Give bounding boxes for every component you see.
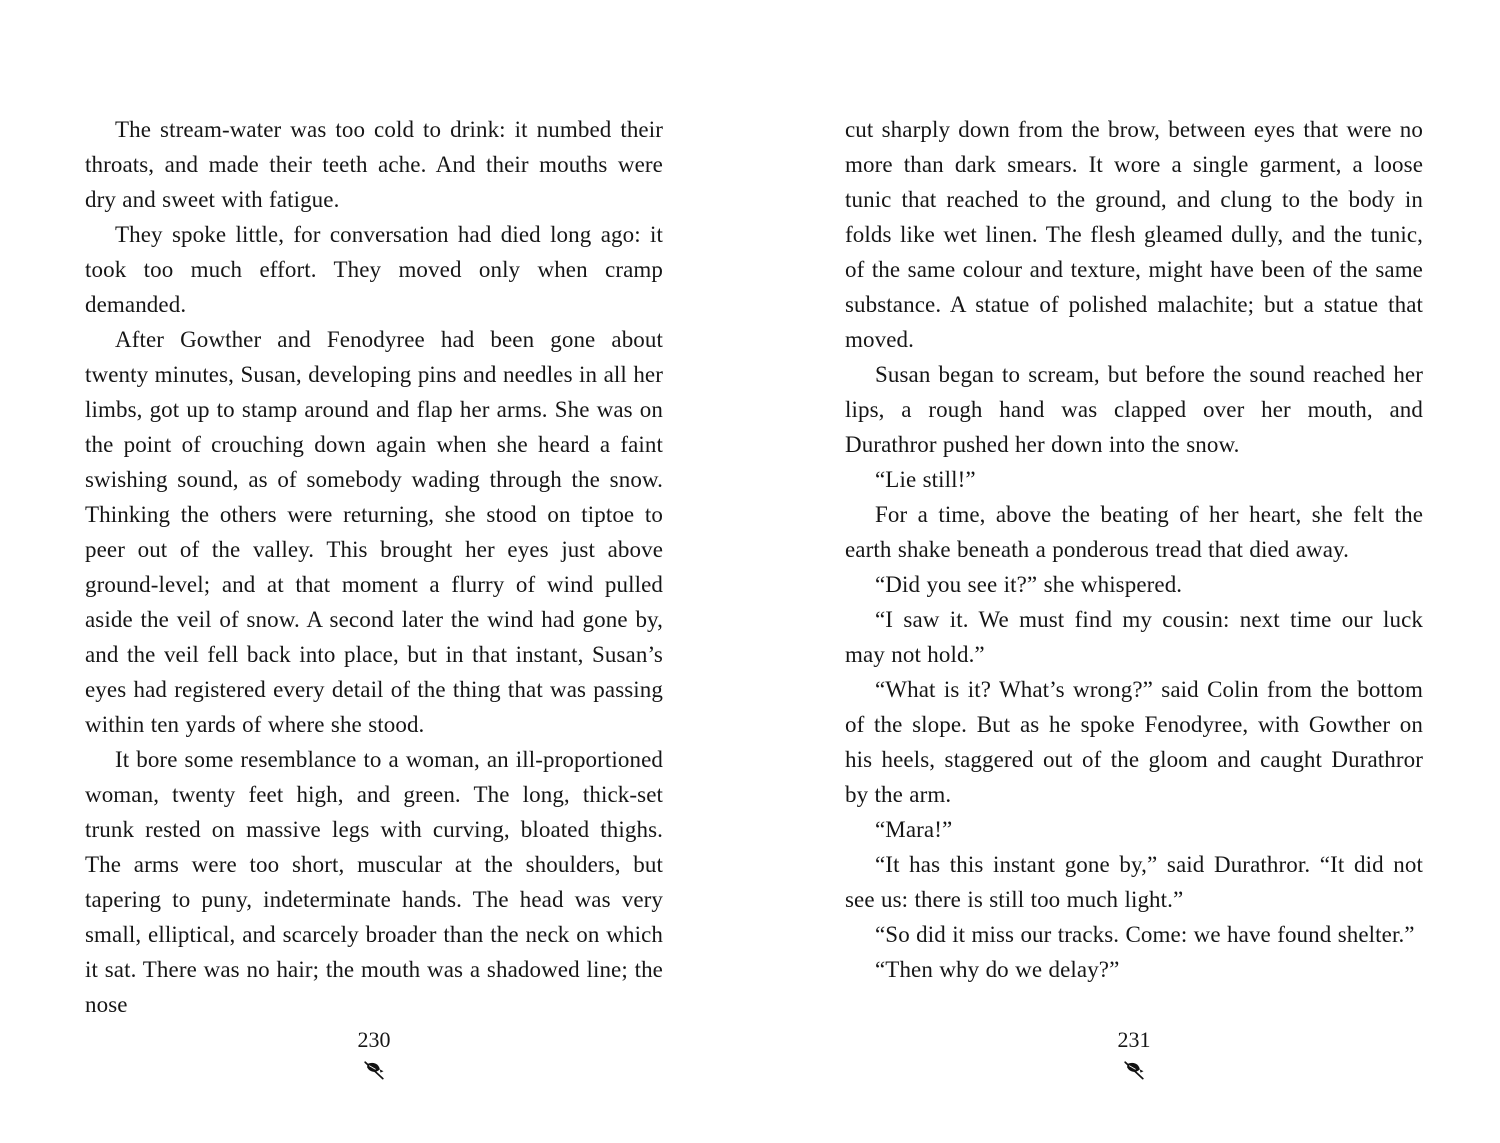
text-column-right <box>845 112 1423 987</box>
page-number: 230 <box>357 1027 391 1052</box>
page-number: 231 <box>1117 1027 1151 1052</box>
paragraph: “Mara!” <box>875 817 953 842</box>
paragraph: They spoke little, for conversation had died long ago: it took too much effort. They moved only when cramp demanded. <box>85 222 663 317</box>
paragraph: “What is it? What’s wrong?” said Colin from the bottom of the slope. But as he spoke Fenodyree, with Gowther on his heels, staggered out of the gloom and caught Durathror by the arm. <box>845 677 1423 807</box>
paragraph: “Did you see it?” she whispered. <box>875 572 1183 597</box>
paragraph: After Gowther and Fenodyree had been gone about twenty minutes, Susan, developing pins and needles in all her limbs, got up to stamp around and flap her arms. She was on the point of crouching down again when she heard a faint swishing sound, as of somebody wading through the snow. Thinking the others were returning, she stood on tiptoe to peer out of the valley. This brought her eyes just above ground-level; and at that moment a flurry of wind pulled aside the veil of snow. A second later the wind had gone by, and the veil fell back into place, but in that instant, Susan’s eyes had registered every detail of the thing that was passing within ten yards of where she stood. <box>85 327 663 737</box>
page-footer-left <box>85 1026 663 1089</box>
paragraph: It bore some resemblance to a woman, an ill-proportioned woman, twenty feet high, and green. The long, thick-set trunk rested on massive legs with curving, bloated thighs. The arms were too short, muscular at the shoulders, but tapering to puny, indeterminate hands. The head was very small, elliptical, and scarcely broader than the neck on which it sat. There was no hair; the mouth was a shadowed line; the nose <box>85 747 663 1017</box>
page-left <box>85 0 663 1143</box>
paragraph: The stream-water was too cold to drink: it numbed their throats, and made their teeth ache. And their mouths were dry and sweet with fatigue. <box>85 117 663 212</box>
paragraph: “Then why do we delay?” <box>875 957 1120 982</box>
paragraph: “It has this instant gone by,” said Durathror. “It did not see us: there is still too much light.” <box>845 852 1423 912</box>
paragraph: cut sharply down from the brow, between eyes that were no more than dark smears. It wore a single garment, a loose tunic that reached to the ground, and clung to the body in folds like wet linen. The flesh gleamed dully, and the tunic, of the same colour and texture, might have been of the same substance. A statue of polished malachite; but a statue that moved. <box>845 117 1423 352</box>
text-column-left <box>85 112 663 1022</box>
leaf-ornament-icon <box>361 1058 387 1084</box>
paragraph: “I saw it. We must find my cousin: next time our luck may not hold.” <box>845 607 1423 667</box>
paragraph: “So did it miss our tracks. Come: we have found shelter.” <box>875 922 1415 947</box>
paragraph: For a time, above the beating of her heart, she felt the earth shake beneath a ponderous tread that died away. <box>845 502 1423 562</box>
page-right <box>845 0 1423 1143</box>
paragraph: Susan began to scream, but before the sound reached her lips, a rough hand was clapped over her mouth, and Durathror pushed her down into the snow. <box>845 362 1423 457</box>
paragraph: “Lie still!” <box>875 467 976 492</box>
leaf-ornament-icon <box>1121 1058 1147 1084</box>
page-footer-right <box>845 1026 1423 1089</box>
